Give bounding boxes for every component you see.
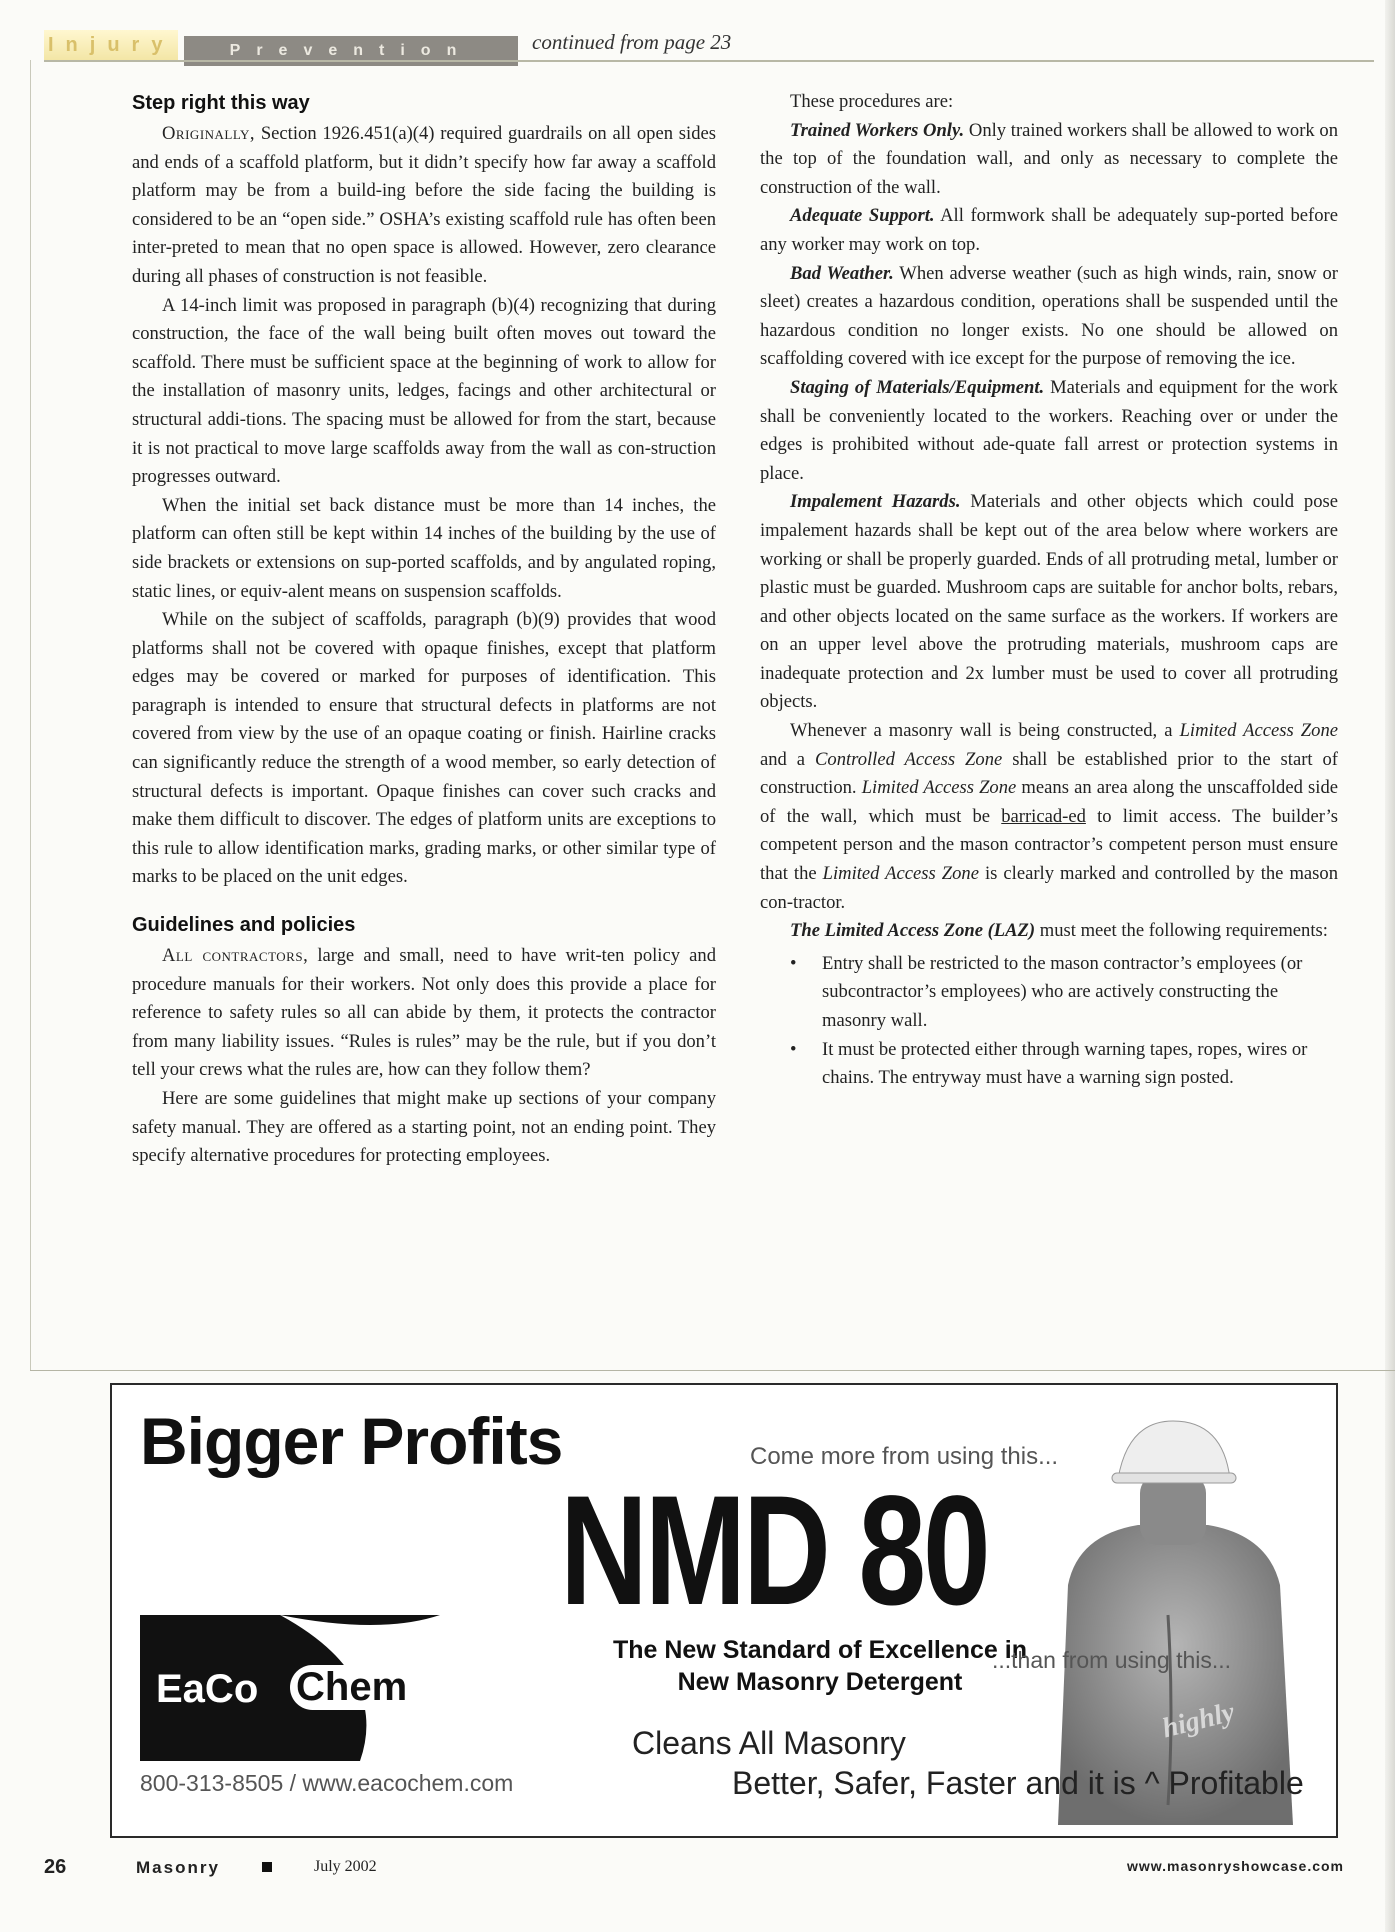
runin-bad-weather: Bad Weather. xyxy=(790,262,894,284)
paragraph-text: Only trained workers shall be allowed to work on the top of the foundation wall, and only as necessary to complete the construction of the wall. xyxy=(760,119,1338,198)
ad-cleans-all-masonry: Cleans All Masonry xyxy=(632,1725,906,1761)
text-run: means an area along the unscaffolded side of the wall, which must be xyxy=(760,777,1338,827)
paragraph-wood-platforms: While on the subject of scaffolds, paragraph (b)(9) provides that wood platforms shall not be covered with opaque finishes, except that platform edges may be covered or marked for purposes of identification. This paragraph is intended to ensure that structural defects in platforms are not covered from view by the use of an opaque coating or finish. Hairline cracks can significantly reduce the strength of a wood member, so early detection of structural defects is important. Opaque finishes can cover such cracks and make them difficult to discover. The edges of platform units are exceptions to this rule to allow identification marks, grading marks, or other similar type of marks to be placed on the unit edges. xyxy=(132,609,716,888)
text-run: Whenever a masonry wall is being constructed, a xyxy=(790,720,1180,742)
page-number: 26 xyxy=(44,1856,67,1878)
paragraph-impalement xyxy=(760,488,1338,717)
paragraph-text: must meet the following requirements: xyxy=(1035,920,1328,942)
ad-tagline-than: ...than from using this... xyxy=(992,1647,1232,1673)
ad-tagline-come: Come more from using this... xyxy=(750,1443,1059,1470)
issue-date: July 2002 xyxy=(314,1858,377,1875)
lead-in-all-contractors: All contractors, xyxy=(162,945,309,967)
continued-note: continued from page 23 xyxy=(532,30,732,54)
paragraph-all-contractors xyxy=(132,942,716,1085)
paragraph-staging xyxy=(760,374,1338,488)
paragraph-originally xyxy=(132,120,716,292)
ad-better-safer-faster: Better, Safer, Faster and it is ^ Profitable xyxy=(732,1765,1304,1801)
paragraph-text: Section 1926.451(a)(4) required guardrails on all open sides and ends of a scaffold platform, but it didn’t specify how far away a scaffold platform may be from a build-ing before the side facing the building is considered to be an “open side.” OSHA’s existing scaffold rule has often been inter-preted to mean that no open space is allowed. However, zero clearance during all phases of construction is not feasible. xyxy=(132,123,716,287)
underlined-barricaded: barricad-ed xyxy=(1001,805,1086,827)
list-item: • Entry shall be restricted to the mason contractor’s employees (or subcontractor’s employees) who are actively constructing the masonry wall. xyxy=(760,950,1338,1036)
term-limited-access-zone: Limited Access Zone xyxy=(861,777,1017,799)
paragraph-text: All formwork shall be adequately sup-ported before any worker may work on top. xyxy=(760,205,1338,255)
list-item: • It must be protected either through warning tapes, ropes, wires or chains. The entryway must have a warning sign posted. xyxy=(760,1036,1338,1093)
paragraph-text: Materials and equipment for the work shall be conveniently located to the workers. Reaching over or under the edges is prohibited without ade-quate fall arrest or protection systems in place. xyxy=(760,376,1338,484)
paragraph-14-inch: A 14-inch limit was proposed in paragraph (b)(4) recognizing that during construction, the face of the wall being built often moves out toward the scaffold. There must be sufficient space at the beginning of work to allow for the installation of masonry units, ledges, facings and other architectural or structural addi-tions. The spacing must be allowed for from the start, because it is not practical to move large scaffolds away from the wall as con-struction progresses outward. xyxy=(132,294,716,488)
paragraph-trained-workers xyxy=(760,117,1338,203)
page-edge-shadow xyxy=(1385,0,1395,1932)
magazine-name: Masonry xyxy=(136,1858,220,1877)
text-run: and a xyxy=(760,748,816,770)
paragraph-text: large and small, need to have writ-ten policy and procedure manuals for their workers. Not only does this provide a place for reference to safety rules so all can abide by them, it protects the contractor from many liability issues. “Rules is rules” may be the rule, but if you don’t tell your crews what the rules are, how can they follow them? xyxy=(132,945,716,1081)
paragraph-procedures-intro: These procedures are: xyxy=(790,91,954,112)
term-limited-access-zone: Limited Access Zone xyxy=(822,863,979,885)
ad-product-name: NMD 80 xyxy=(560,1464,988,1638)
term-limited-access-zone: Limited Access Zone xyxy=(1179,720,1338,742)
logo-eaco: EaCo xyxy=(156,1667,259,1711)
footer-url[interactable]: www.masonryshowcase.com xyxy=(1127,1858,1344,1874)
worker-figure-image xyxy=(1018,1415,1328,1825)
square-bullet-icon xyxy=(262,1862,272,1872)
advertisement-eacochem[interactable] xyxy=(110,1383,1338,1838)
logo-chem: Chem xyxy=(290,1665,413,1710)
paragraph-text: Materials and other objects which could pose impalement hazards shall be kept out of the area below where workers are working or shall be properly guarded. Ends of all protruding metal, lumber or plastic must be guarded. Mushroom caps are suitable for anchor bolts, rebars, and other objects located on the same surface as the workers. If workers are on an upper level above the protruding materials, mushroom caps are inadequate protection and 2x lumber must be used to cover all protruding objects. xyxy=(760,491,1338,713)
heading-guidelines-and-policies: Guidelines and policies xyxy=(132,914,356,937)
article-column-left xyxy=(132,88,716,1171)
text-run: to limit access. The builder’s competent person and the mason contractor’s competent person must ensure that the xyxy=(760,805,1338,885)
ad-standard-line-1: The New Standard of Excellence in xyxy=(612,1636,1027,1664)
section-label-prevention-text: Prevention xyxy=(229,42,473,59)
eacochem-logo xyxy=(140,1615,440,1761)
ad-standard-line-2: New Masonry Detergent xyxy=(677,1668,963,1696)
paragraph-adequate-support xyxy=(760,202,1338,259)
section-header xyxy=(44,30,1374,64)
runin-laz: The Limited Access Zone (LAZ) xyxy=(790,920,1036,942)
paragraph-laz-requirements xyxy=(760,917,1338,946)
runin-trained-workers: Trained Workers Only. xyxy=(790,119,965,141)
lead-in-originally: Originally, xyxy=(162,123,256,144)
paragraph-text: When adverse weather (such as high winds, rain, snow or sleet) creates a hazardous condition, operations shall be suspended until the hazardous condition no longer exists. No one should be allowed on scaffolding covered with ice except for the purpose of removing the ice. xyxy=(760,262,1338,370)
frame-left-rule xyxy=(30,60,31,1370)
runin-impalement: Impalement Hazards. xyxy=(790,491,961,513)
runin-adequate-support: Adequate Support. xyxy=(790,205,935,227)
paragraph-bad-weather xyxy=(760,260,1338,374)
text-run: shall be established prior to the start of construction. xyxy=(760,748,1338,799)
text-run: is clearly marked and controlled by the mason con-tractor. xyxy=(760,863,1338,913)
section-label-injury: Injury xyxy=(44,30,178,60)
page-footer xyxy=(44,1856,1344,1886)
term-controlled-access-zone: Controlled Access Zone xyxy=(815,748,1003,770)
ad-contact[interactable]: 800-313-8505 / www.eacochem.com xyxy=(140,1770,514,1796)
article-column-right xyxy=(760,88,1338,1093)
paragraph-guidelines: Here are some guidelines that might make up sections of your company safety manual. They are offered as a starting point, not an ending point. They specify alternative procedures for protecting employees. xyxy=(132,1088,716,1167)
requirements-list xyxy=(760,950,1338,1093)
header-rule xyxy=(44,60,1374,62)
frame-bottom-rule xyxy=(30,1370,1395,1371)
heading-step-right-this-way: Step right this way xyxy=(132,92,310,114)
ad-headline: Bigger Profits xyxy=(140,1404,563,1478)
ad-highly-script: highly xyxy=(1159,1696,1238,1745)
runin-staging: Staging of Materials/Equipment. xyxy=(790,376,1045,398)
paragraph-set-back: When the initial set back distance must be more than 14 inches, the platform can often still be kept within 14 inches of the building by the use of side brackets or extensions on sup-ported scaffolds, and by angulated roping, static lines, or equiv-alent means on suspension scaffolds. xyxy=(132,494,716,602)
paragraph-limited-access-zone xyxy=(760,717,1338,917)
